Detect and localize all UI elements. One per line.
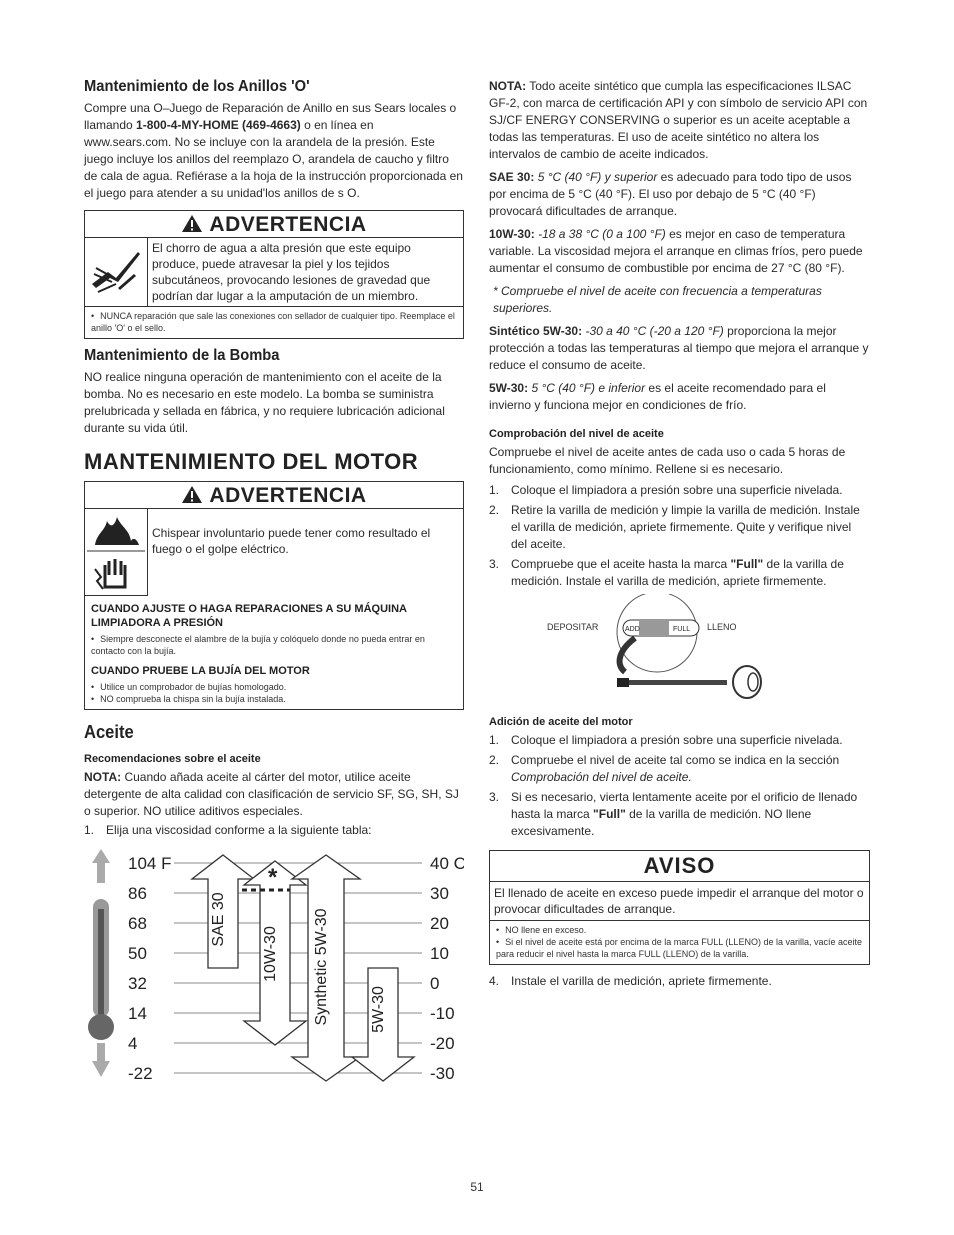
step-text-a: Si es necesario, vierta lentamente aceite por el orificio de llenado hasta la marca — [511, 790, 858, 821]
fahrenheit-tick: 104 F — [128, 854, 172, 873]
aviso-bullet1: • NO llene en exceso. — [496, 924, 863, 936]
sae30-text: es adecuado para todo tipo de usos por encima de 5 °C (40 °F). El uso por debajo de 5 °C (40 °F) provocará dificultades de arranque. — [489, 170, 852, 218]
oil-step-1 — [84, 822, 464, 839]
w1030-desc — [489, 226, 870, 277]
dip-add-label: ADD — [625, 626, 640, 633]
synthetic-note — [489, 78, 870, 163]
oil-range-label: SAE 30 — [210, 892, 227, 947]
oring-text-b: o en línea en www.sears.com. No se incluye con la arandela de la presión. Este juego incluye los anillos del reemplazo O, arandela de caucho y filtro de cala de agua. Refiérase a la hoja de la instrucción proporcionada en el juego para atender a su unidad'los anillos de s O. — [84, 118, 463, 200]
step-number: 2. — [489, 753, 500, 767]
warning2-sub2: CUANDO PRUEBE LA BUJÍA DEL MOTOR — [91, 665, 310, 677]
dip-full-label: FULL — [673, 626, 691, 633]
step-number: 2. — [489, 503, 500, 517]
oil-range-label: Synthetic 5W-30 — [313, 908, 330, 1026]
warning-triangle-icon — [181, 485, 203, 504]
celsius-tick: -30 — [430, 1064, 455, 1083]
oil-range-label: 5W-30 — [370, 986, 387, 1033]
dip-handle-inner — [748, 673, 758, 691]
oil-note — [84, 769, 464, 820]
warning2-sub1: CUANDO AJUSTE O HAGA REPARACIONES A SU MÁQUINA LIMPIADORA A PRESIÓN — [91, 603, 407, 629]
oil-note-label: NOTA: — [84, 770, 122, 784]
page-number: 51 — [470, 1180, 484, 1194]
add-step-1 — [489, 732, 870, 749]
oil-note-text: Cuando añada aceite al cárter del motor, utilice aceite detergente de alta calidad con clasificación de servicio SF, SG, SH, SJ o superior. NO utilice aditivos especiales. — [84, 770, 459, 818]
oring-phone: 1-800-4-MY-HOME (469-4663) — [136, 118, 301, 132]
warning2-bullets-1 — [85, 632, 463, 661]
step-text: Elija una viscosidad conforme a la siguiente tabla: — [106, 823, 372, 837]
fahrenheit-tick: -22 — [128, 1064, 153, 1083]
dip-right-label: LLENO — [707, 622, 737, 632]
dip-left-label: DEPOSITAR — [547, 622, 599, 632]
fire-shock-icon — [85, 509, 148, 596]
water-jet-injury-icon — [85, 238, 148, 306]
check-steps — [489, 482, 870, 590]
warning2-title-row — [85, 482, 463, 509]
warning1-title-row — [85, 211, 463, 238]
fahrenheit-tick: 14 — [128, 1004, 147, 1023]
warning-box-2 — [84, 481, 464, 710]
full-mark: "Full" — [730, 557, 764, 571]
step-text-b: de la varilla de medición. NO llene excesivamente. — [511, 807, 812, 838]
step-number: 4. — [489, 974, 500, 988]
fahrenheit-tick: 4 — [128, 1034, 138, 1053]
asterisk-mark: * — [268, 864, 278, 891]
warning2-title: ADVERTENCIA — [209, 484, 367, 507]
w1030-label: 10W-30: — [489, 227, 535, 241]
celsius-tick: -20 — [430, 1034, 455, 1053]
w530-label: 5W-30: — [489, 381, 529, 395]
oring-text — [84, 100, 464, 202]
dip-rod-end — [617, 678, 629, 687]
w530-desc — [489, 380, 870, 414]
dipstick-diagram — [489, 594, 870, 706]
w530-range: 5 °C (40 °F) e inferior — [528, 381, 646, 395]
celsius-tick: 0 — [430, 974, 440, 993]
aviso-title: AVISO — [490, 851, 869, 882]
add-step-4 — [489, 973, 870, 990]
aviso-box — [489, 850, 870, 965]
full-mark: "Full" — [593, 807, 626, 821]
check-step-2 — [489, 502, 870, 553]
oil-range-label: 10W-30 — [262, 926, 279, 982]
warning1-row — [85, 238, 463, 307]
step-number: 3. — [489, 790, 500, 804]
warning-box-1 — [84, 210, 464, 339]
left-column — [84, 78, 464, 1094]
warning2-bullet1: • Siempre desconecte el alambre de la bujía y colóquelo donde no pueda entrar en contacto con la bujía. — [91, 633, 457, 657]
oring-title: Mantenimiento de los Anillos 'O' — [84, 78, 310, 95]
thermometer-icon — [88, 849, 114, 1077]
check-step-1 — [489, 482, 870, 499]
warning-triangle-icon — [181, 214, 203, 233]
warning2-row — [85, 509, 463, 596]
oring-text-a: Compre una O–Juego de Reparación de Anillo en sus Sears locales o llamando — [84, 101, 457, 132]
step-number: 1. — [489, 483, 500, 497]
right-column — [489, 78, 870, 993]
viscosity-chart-svg — [84, 849, 464, 1094]
step-text: Coloque el limpiadora a presión sobre una superficie nivelada. — [511, 733, 843, 747]
step-text: Coloque el limpiadora a presión sobre una superficie nivelada. — [511, 483, 843, 497]
add-step-2 — [489, 752, 870, 786]
synth-range: -30 a 40 °C (-20 a 120 °F) — [582, 324, 724, 338]
step-text: Instale el varilla de medición, apriete firmemente. — [511, 974, 772, 988]
w530-text: es el aceite recomendado para el invierno y funciona mejor en condiciones de frío. — [489, 381, 826, 412]
step-text-a: Compruebe que el aceite hasta la marca — [511, 557, 731, 571]
step-number: 3. — [489, 557, 500, 571]
dipstick-svg — [489, 594, 870, 706]
celsius-tick: 10 — [430, 944, 449, 963]
check-step-3 — [489, 556, 870, 590]
synth-label: Sintético 5W-30: — [489, 324, 583, 338]
sae30-label: SAE 30: — [489, 170, 535, 184]
step-number: 1. — [84, 823, 95, 837]
fahrenheit-tick: 50 — [128, 944, 147, 963]
aviso-bullets — [490, 921, 869, 964]
celsius-tick: 30 — [430, 884, 449, 903]
warning2-bullets-2 — [85, 680, 463, 709]
dip-hatch — [639, 621, 669, 635]
viscosity-chart — [84, 849, 464, 1094]
step-text-italic: Comprobación del nivel de aceite. — [511, 770, 692, 784]
sae30-range: 5 °C (40 °F) y superior — [534, 170, 658, 184]
note-text: Todo aceite sintético que cumpla las especificaciones ILSAC GF-2, con marca de certificación API y con símbolo de servicio API con SJ/CF ENERGY CONSERVING o superior es un aceite aceptable a todas las temperaturas. El uso de aceite sintético no altera los intervalos de cambio de aceite indicados. — [489, 79, 868, 161]
celsius-tick: -10 — [430, 1004, 455, 1023]
warning2-bullet2: • Utilice un comprobador de bujías homologado. — [91, 681, 457, 693]
note-label: NOTA: — [489, 79, 527, 93]
step-text-a: Compruebe el nivel de aceite tal como se indica en la sección — [511, 753, 840, 767]
synth-text: proporciona la mejor protección a todas las temperaturas al tiempo que mejora el arranque y reduce el consumo de aceite. — [489, 324, 869, 372]
warning1-text: El chorro de agua a alta presión que este equipo produce, puede atravesar la piel y los tejidos subcutáneos, provocando lesiones de gravedad que podrían dar lugar a la amputación de un miembro. — [152, 241, 431, 303]
step-number: 1. — [489, 733, 500, 747]
motor-title: MANTENIMIENTO DEL MOTOR — [84, 449, 419, 474]
step-text: Retire la varilla de medición y limpie la varilla de medición. Instale el varilla de medición, apriete firmemente. Quite y verifique nivel del aceite. — [511, 503, 860, 551]
add-title: Adición de aceite del motor — [489, 716, 633, 728]
dip-arrow — [620, 638, 635, 672]
pump-title: Mantenimiento de la Bomba — [84, 347, 280, 364]
warning1-bullet: • NUNCA reparación que sale las conexiones con sellador de cualquier tipo. Reemplace el anillo 'O' o el sello. — [91, 310, 457, 334]
pump-text: NO realice ninguna operación de mantenimiento con el aceite de la bomba. No es necesario en este modelo. La bomba se suministra prelubricada y sellada en fábrica, y no requiere lubricación adicional durante su vida útil. — [84, 370, 445, 435]
warning2-text: Chispear involuntario puede tener como resultado el fuego o el golpe eléctrico. — [152, 526, 431, 556]
fahrenheit-tick: 86 — [128, 884, 147, 903]
warning1-bullets — [85, 307, 463, 338]
fahrenheit-tick: 68 — [128, 914, 147, 933]
check-title: Comprobación del nivel de aceite — [489, 428, 664, 440]
add-steps — [489, 732, 870, 840]
synth-desc — [489, 323, 870, 374]
step-text — [511, 789, 870, 840]
step-text-b: de la varilla de medición. Instale el varilla de medición, apriete firmemente. — [511, 557, 844, 588]
aviso-text: El llenado de aceite en exceso puede impedir el arranque del motor o provocar dificultades de arranque. — [490, 882, 869, 921]
sae30-desc — [489, 169, 870, 220]
step-text — [511, 752, 839, 786]
asterisk-note: * Compruebe el nivel de aceite con frecuencia a temperaturas superiores. — [493, 284, 822, 315]
aviso-bullet2: • Si el nivel de aceite está por encima de la marca FULL (LLENO) de la varilla, vacíe aceite para reducir el nivel hasta la marca FULL (LLENO) de la varilla. — [496, 936, 863, 960]
add-step-3 — [489, 789, 870, 840]
final-steps — [489, 973, 870, 990]
fahrenheit-tick: 32 — [128, 974, 147, 993]
warning1-title: ADVERTENCIA — [209, 213, 367, 236]
w1030-text: es mejor en caso de temperatura variable. La viscosidad mejora el arranque en climas fríos, pero puede aumentar el consumo de combustible por encima de 27 °C (80 °F). — [489, 227, 863, 275]
dip-rod — [617, 680, 727, 685]
warning2-bullet3: • NO comprueba la chispa sin la bujía instalada. — [91, 693, 457, 705]
celsius-tick: 40 C — [430, 854, 464, 873]
celsius-tick: 20 — [430, 914, 449, 933]
check-text: Compruebe el nivel de aceite antes de cada uso o cada 5 horas de funcionamiento, como mínimo. Rellene si es necesario. — [489, 445, 846, 476]
w1030-range: -18 a 38 °C (0 a 100 °F) — [534, 227, 666, 241]
oil-rec-title: Recomendaciones sobre el aceite — [84, 753, 261, 765]
step-text — [511, 556, 870, 590]
oil-steps — [84, 822, 464, 839]
oil-title: Aceite — [84, 722, 134, 742]
